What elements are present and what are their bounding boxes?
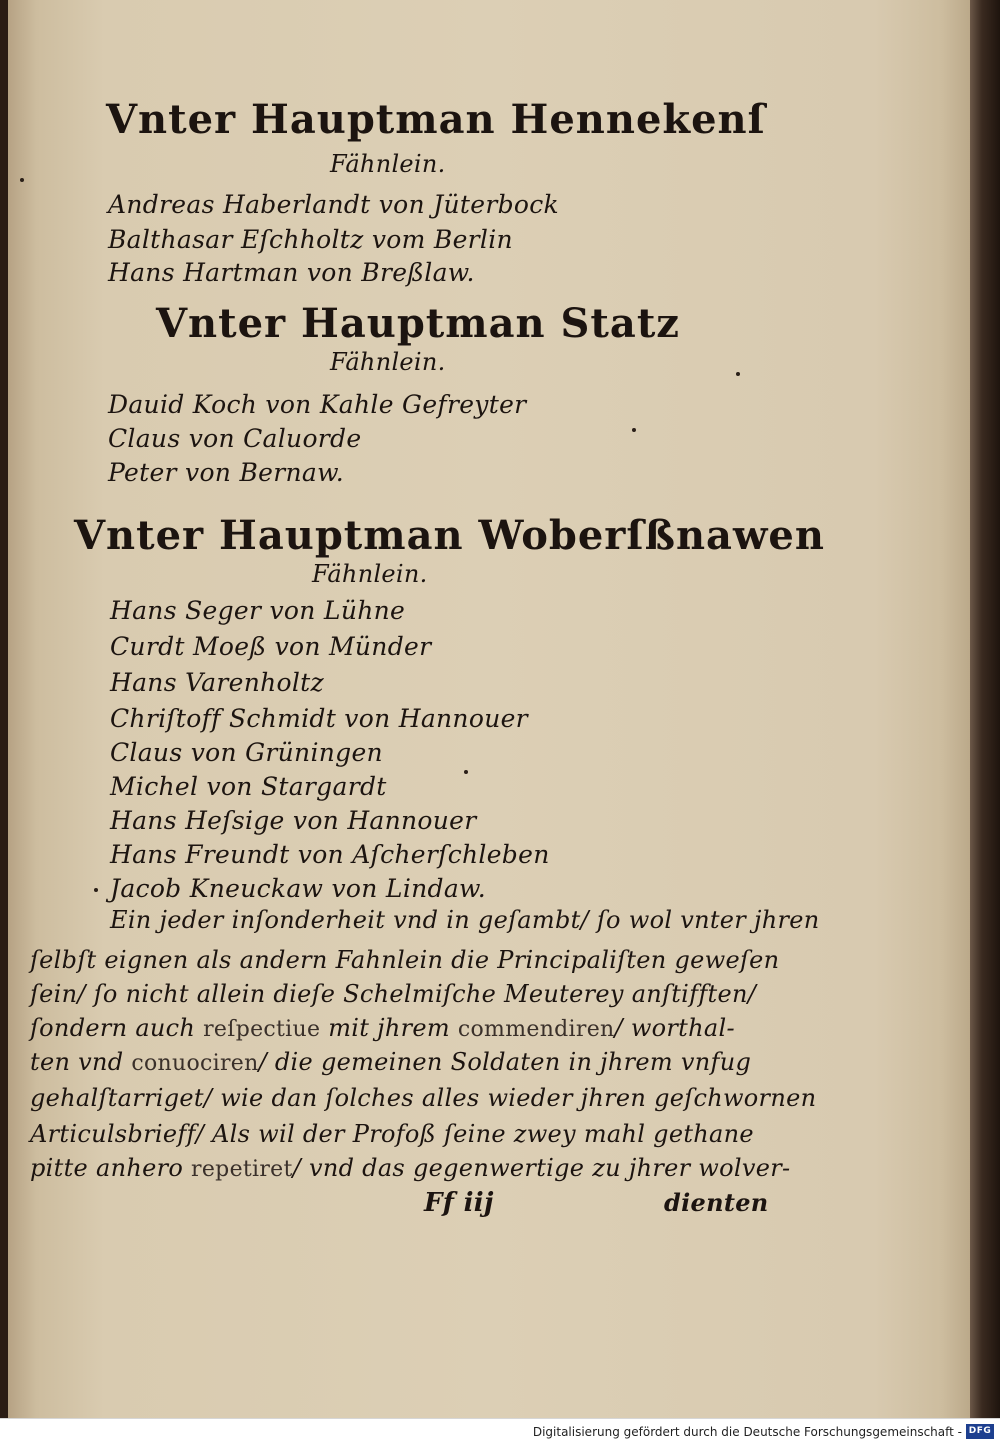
name-line: Peter von Bernaw. bbox=[108, 458, 345, 487]
heading-henneken: Vnter Hauptman Hennekenſ bbox=[106, 96, 766, 143]
name-line: Claus von Caluorde bbox=[108, 424, 362, 453]
latin-term: reſpectiue bbox=[203, 1017, 321, 1042]
paper-page bbox=[8, 0, 970, 1418]
text-span: / die gemeinen Soldaten in jhrem vnfug bbox=[258, 1048, 752, 1076]
name-line: Hans Hartman von Breßlaw. bbox=[108, 258, 475, 287]
paragraph-line: ſelbſt eignen als andern Fahnlein die Principaliſten geweſen bbox=[30, 946, 780, 974]
text-span: pitte anhero bbox=[30, 1154, 192, 1182]
ink-speck bbox=[632, 428, 636, 432]
name-line: Chriſtoff Schmidt von Hannouer bbox=[110, 704, 528, 733]
latin-term: conuociren bbox=[131, 1051, 259, 1076]
name-line: Hans Seger von Lühne bbox=[110, 596, 406, 625]
heading-henneken-sub: Fähnlein. bbox=[330, 150, 446, 178]
latin-term: commendiren bbox=[457, 1017, 615, 1042]
heading-statz-sub: Fähnlein. bbox=[330, 348, 446, 376]
name-line: Balthasar Eſchholtz vom Berlin bbox=[108, 225, 513, 254]
paragraph-line: ſein/ ſo nicht allein dieſe Schelmiſche Meuterey anſtifften/ bbox=[30, 980, 757, 1008]
name-line: Hans Heſsige von Hannouer bbox=[110, 806, 477, 835]
signature-mark: Ff iij bbox=[424, 1188, 494, 1218]
text-span: / vnd das gegenwertige zu jhrer wolver- bbox=[292, 1154, 791, 1182]
ink-speck bbox=[94, 888, 98, 892]
paragraph-line: Articulsbrieff/ Als wil der Profoß ſeine zwey mahl gethane bbox=[30, 1120, 754, 1148]
latin-term: repetiret bbox=[191, 1157, 293, 1182]
text-span: ten vnd bbox=[30, 1048, 132, 1076]
name-line: Dauid Koch von Kahle Gefreyter bbox=[108, 390, 527, 419]
paragraph-line: gehalſtarriget/ wie dan ſolches alles wieder jhren geſchwornen bbox=[30, 1084, 817, 1112]
ink-speck bbox=[736, 372, 740, 376]
heading-wobersnawen-sub: Fähnlein. bbox=[312, 560, 428, 588]
heading-wobersnawen: Vnter Hauptman Woberſßnawen bbox=[74, 512, 825, 559]
ink-speck bbox=[20, 178, 24, 182]
dfg-logo: DFG bbox=[966, 1424, 994, 1439]
digitization-footer bbox=[0, 1418, 1000, 1445]
paragraph-line bbox=[30, 1154, 790, 1182]
footer-credit: Digitalisierung gefördert durch die Deutsche Forschungsgemeinschaft - bbox=[532, 1425, 962, 1439]
text-span: ſondern auch bbox=[30, 1014, 204, 1042]
page-edge-shadow bbox=[970, 0, 1000, 1418]
name-line: Andreas Haberlandt von Jüterbock bbox=[108, 190, 559, 219]
paragraph-line bbox=[30, 1048, 751, 1076]
paragraph-line: Ein jeder inſonderheit vnd in geſambt/ ſo wol vnter jhren bbox=[110, 906, 820, 934]
name-line: Hans Freundt von Aſcherſchleben bbox=[110, 840, 550, 869]
name-line: Curdt Moeß von Münder bbox=[110, 632, 432, 661]
ink-speck bbox=[464, 770, 468, 774]
text-span: / worthal- bbox=[614, 1014, 735, 1042]
name-line: Claus von Grüningen bbox=[110, 738, 383, 767]
name-line: Hans Varenholtz bbox=[110, 668, 324, 697]
text-span: mit jhrem bbox=[320, 1014, 458, 1042]
name-line: Jacob Kneuckaw von Lindaw. bbox=[110, 874, 487, 903]
name-line: Michel von Stargardt bbox=[110, 772, 387, 801]
catchword: dienten bbox=[664, 1188, 769, 1217]
heading-statz: Vnter Hauptman Statz bbox=[156, 300, 681, 347]
paragraph-line bbox=[30, 1014, 735, 1042]
